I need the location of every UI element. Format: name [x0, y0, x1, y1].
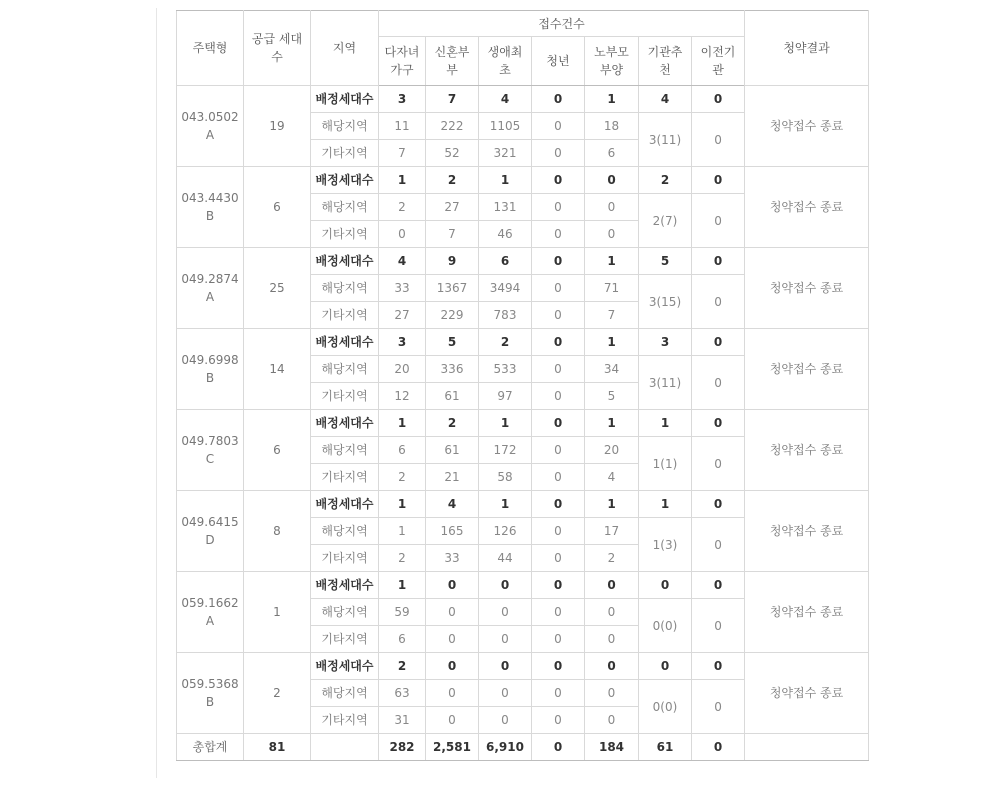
supply-units-cell: 8 — [244, 491, 311, 572]
housing-type-cell: 049.7803 C — [177, 410, 244, 491]
count-cell: 0 — [692, 248, 745, 275]
total-result-empty — [745, 734, 869, 761]
total-label: 총합계 — [177, 734, 244, 761]
count-cell: 31 — [379, 707, 426, 734]
count-cell: 0 — [639, 653, 692, 680]
supply-units-cell: 2 — [244, 653, 311, 734]
count-cell: 1 — [479, 167, 532, 194]
count-cell: 5 — [585, 383, 639, 410]
table-row — [177, 653, 869, 680]
table-row — [177, 86, 869, 113]
count-cell: 0 — [532, 518, 585, 545]
count-cell: 3 — [639, 329, 692, 356]
total-row — [177, 734, 869, 761]
table-row — [177, 572, 869, 599]
header-result: 청약결과 — [745, 11, 869, 86]
region-cell: 해당지역 — [311, 437, 379, 464]
table-row — [177, 248, 869, 275]
count-cell: 0 — [479, 680, 532, 707]
housing-type-cell: 043.0502 A — [177, 86, 244, 167]
count-cell: 33 — [379, 275, 426, 302]
count-cell: 0 — [532, 383, 585, 410]
supply-units-cell: 1 — [244, 572, 311, 653]
count-cell: 52 — [426, 140, 479, 167]
institution-count-cell: 2(7) — [639, 194, 692, 248]
count-cell: 0 — [692, 491, 745, 518]
count-cell: 9 — [426, 248, 479, 275]
count-cell: 5 — [426, 329, 479, 356]
count-cell: 0 — [532, 680, 585, 707]
count-cell: 0 — [479, 707, 532, 734]
count-cell: 34 — [585, 356, 639, 383]
count-cell: 0 — [532, 329, 585, 356]
header-category: 기관추 천 — [639, 37, 692, 86]
header-region: 지역 — [311, 11, 379, 86]
count-cell: 20 — [379, 356, 426, 383]
result-cell: 청약접수 종료 — [745, 167, 869, 248]
count-cell: 97 — [479, 383, 532, 410]
count-cell: 27 — [426, 194, 479, 221]
region-cell: 해당지역 — [311, 275, 379, 302]
region-cell: 기타지역 — [311, 545, 379, 572]
count-cell: 7 — [585, 302, 639, 329]
region-cell: 배정세대수 — [311, 491, 379, 518]
count-cell: 0 — [692, 167, 745, 194]
region-cell: 배정세대수 — [311, 410, 379, 437]
region-cell: 해당지역 — [311, 518, 379, 545]
count-cell: 0 — [585, 599, 639, 626]
count-cell: 11 — [379, 113, 426, 140]
count-cell: 2 — [379, 194, 426, 221]
count-cell: 0 — [585, 194, 639, 221]
supply-units-cell: 14 — [244, 329, 311, 410]
result-cell: 청약접수 종료 — [745, 329, 869, 410]
institution-count-cell: 0(0) — [639, 680, 692, 734]
count-cell: 1105 — [479, 113, 532, 140]
count-cell: 27 — [379, 302, 426, 329]
count-cell: 0 — [692, 410, 745, 437]
total-count-cell: 282 — [379, 734, 426, 761]
count-cell: 1 — [639, 491, 692, 518]
total-count-cell: 6,910 — [479, 734, 532, 761]
count-cell: 0 — [479, 572, 532, 599]
count-cell: 33 — [426, 545, 479, 572]
result-cell: 청약접수 종료 — [745, 86, 869, 167]
count-cell: 0 — [426, 653, 479, 680]
count-cell: 2 — [379, 653, 426, 680]
header-category: 다자녀 가구 — [379, 37, 426, 86]
count-cell: 126 — [479, 518, 532, 545]
count-cell: 61 — [426, 437, 479, 464]
count-cell: 0 — [426, 572, 479, 599]
transfer-count-cell: 0 — [692, 275, 745, 329]
housing-type-cell: 049.6415 D — [177, 491, 244, 572]
transfer-count-cell: 0 — [692, 356, 745, 410]
table-row — [177, 410, 869, 437]
count-cell: 1 — [585, 410, 639, 437]
count-cell: 0 — [639, 572, 692, 599]
count-cell: 1 — [585, 248, 639, 275]
housing-type-cell: 049.6998 B — [177, 329, 244, 410]
count-cell: 59 — [379, 599, 426, 626]
count-cell: 63 — [379, 680, 426, 707]
result-cell: 청약접수 종료 — [745, 248, 869, 329]
count-cell: 1 — [379, 518, 426, 545]
count-cell: 0 — [532, 275, 585, 302]
count-cell: 7 — [426, 86, 479, 113]
count-cell: 0 — [426, 599, 479, 626]
transfer-count-cell: 0 — [692, 194, 745, 248]
count-cell: 2 — [585, 545, 639, 572]
total-count-cell: 184 — [585, 734, 639, 761]
count-cell: 0 — [532, 572, 585, 599]
supply-units-cell: 6 — [244, 410, 311, 491]
count-cell: 0 — [532, 140, 585, 167]
count-cell: 0 — [532, 194, 585, 221]
housing-type-cell: 049.2874 A — [177, 248, 244, 329]
institution-count-cell: 1(3) — [639, 518, 692, 572]
count-cell: 222 — [426, 113, 479, 140]
count-cell: 6 — [379, 437, 426, 464]
count-cell: 5 — [639, 248, 692, 275]
count-cell: 4 — [639, 86, 692, 113]
region-cell: 배정세대수 — [311, 86, 379, 113]
transfer-count-cell: 0 — [692, 599, 745, 653]
supply-units-cell: 25 — [244, 248, 311, 329]
count-cell: 0 — [585, 626, 639, 653]
region-cell: 배정세대수 — [311, 653, 379, 680]
region-cell: 기타지역 — [311, 140, 379, 167]
count-cell: 3494 — [479, 275, 532, 302]
count-cell: 6 — [585, 140, 639, 167]
count-cell: 533 — [479, 356, 532, 383]
region-cell: 배정세대수 — [311, 167, 379, 194]
total-count-cell: 0 — [692, 734, 745, 761]
region-cell: 기타지역 — [311, 383, 379, 410]
count-cell: 0 — [532, 626, 585, 653]
table-row — [177, 329, 869, 356]
institution-count-cell: 3(15) — [639, 275, 692, 329]
count-cell: 12 — [379, 383, 426, 410]
count-cell: 3 — [379, 86, 426, 113]
housing-type-cell: 059.1662 A — [177, 572, 244, 653]
region-cell: 해당지역 — [311, 599, 379, 626]
count-cell: 2 — [379, 464, 426, 491]
supply-units-cell: 19 — [244, 86, 311, 167]
transfer-count-cell: 0 — [692, 680, 745, 734]
total-count-cell: 61 — [639, 734, 692, 761]
transfer-count-cell: 0 — [692, 518, 745, 572]
count-cell: 0 — [532, 86, 585, 113]
count-cell: 58 — [479, 464, 532, 491]
result-cell: 청약접수 종료 — [745, 491, 869, 572]
count-cell: 18 — [585, 113, 639, 140]
header-category: 신혼부 부 — [426, 37, 479, 86]
housing-type-cell: 059.5368 B — [177, 653, 244, 734]
count-cell: 1 — [479, 491, 532, 518]
count-cell: 0 — [585, 572, 639, 599]
count-cell: 0 — [426, 626, 479, 653]
result-cell: 청약접수 종료 — [745, 572, 869, 653]
institution-count-cell: 3(11) — [639, 113, 692, 167]
count-cell: 0 — [379, 221, 426, 248]
count-cell: 0 — [692, 86, 745, 113]
header-category: 생애최 초 — [479, 37, 532, 86]
count-cell: 2 — [639, 167, 692, 194]
count-cell: 165 — [426, 518, 479, 545]
count-cell: 0 — [585, 221, 639, 248]
count-cell: 0 — [532, 167, 585, 194]
region-cell: 배정세대수 — [311, 329, 379, 356]
header-row-1 — [177, 11, 869, 37]
count-cell: 7 — [379, 140, 426, 167]
count-cell: 0 — [532, 491, 585, 518]
total-count-cell: 0 — [532, 734, 585, 761]
count-cell: 0 — [532, 113, 585, 140]
count-cell: 20 — [585, 437, 639, 464]
count-cell: 0 — [479, 599, 532, 626]
table-row — [177, 167, 869, 194]
total-supply: 81 — [244, 734, 311, 761]
count-cell: 0 — [532, 437, 585, 464]
total-count-cell: 2,581 — [426, 734, 479, 761]
count-cell: 3 — [379, 329, 426, 356]
count-cell: 1 — [379, 410, 426, 437]
count-cell: 0 — [532, 248, 585, 275]
count-cell: 7 — [426, 221, 479, 248]
count-cell: 17 — [585, 518, 639, 545]
count-cell: 0 — [426, 680, 479, 707]
count-cell: 321 — [479, 140, 532, 167]
count-cell: 0 — [532, 302, 585, 329]
count-cell: 2 — [426, 167, 479, 194]
count-cell: 2 — [426, 410, 479, 437]
count-cell: 2 — [379, 545, 426, 572]
count-cell: 0 — [532, 653, 585, 680]
count-cell: 1 — [379, 167, 426, 194]
header-housing-type: 주택형 — [177, 11, 244, 86]
region-cell: 배정세대수 — [311, 572, 379, 599]
count-cell: 6 — [379, 626, 426, 653]
count-cell: 0 — [585, 680, 639, 707]
region-cell: 해당지역 — [311, 680, 379, 707]
table-row — [177, 491, 869, 518]
region-cell: 배정세대수 — [311, 248, 379, 275]
institution-count-cell: 3(11) — [639, 356, 692, 410]
region-cell: 해당지역 — [311, 113, 379, 140]
region-cell: 기타지역 — [311, 464, 379, 491]
count-cell: 0 — [479, 626, 532, 653]
header-applications: 접수건수 — [379, 11, 745, 37]
count-cell: 1 — [379, 572, 426, 599]
count-cell: 1 — [585, 491, 639, 518]
count-cell: 0 — [532, 356, 585, 383]
total-region-empty — [311, 734, 379, 761]
count-cell: 783 — [479, 302, 532, 329]
count-cell: 4 — [426, 491, 479, 518]
count-cell: 4 — [479, 86, 532, 113]
count-cell: 0 — [479, 653, 532, 680]
count-cell: 0 — [532, 707, 585, 734]
institution-count-cell: 0(0) — [639, 599, 692, 653]
count-cell: 0 — [692, 653, 745, 680]
count-cell: 71 — [585, 275, 639, 302]
region-cell: 기타지역 — [311, 626, 379, 653]
subscription-results-table — [176, 10, 869, 761]
housing-type-cell: 043.4430 B — [177, 167, 244, 248]
count-cell: 229 — [426, 302, 479, 329]
count-cell: 336 — [426, 356, 479, 383]
count-cell: 172 — [479, 437, 532, 464]
result-cell: 청약접수 종료 — [745, 410, 869, 491]
count-cell: 1 — [585, 329, 639, 356]
supply-units-cell: 6 — [244, 167, 311, 248]
count-cell: 1 — [479, 410, 532, 437]
header-category: 노부모 부양 — [585, 37, 639, 86]
region-cell: 기타지역 — [311, 302, 379, 329]
region-cell: 해당지역 — [311, 194, 379, 221]
count-cell: 0 — [532, 464, 585, 491]
header-category: 청년 — [532, 37, 585, 86]
region-cell: 해당지역 — [311, 356, 379, 383]
count-cell: 1 — [639, 410, 692, 437]
count-cell: 0 — [585, 167, 639, 194]
count-cell: 0 — [532, 221, 585, 248]
count-cell: 1367 — [426, 275, 479, 302]
count-cell: 0 — [426, 707, 479, 734]
count-cell: 6 — [479, 248, 532, 275]
transfer-count-cell: 0 — [692, 437, 745, 491]
header-category: 이전기 관 — [692, 37, 745, 86]
header-supply-units: 공급 세대 수 — [244, 11, 311, 86]
count-cell: 4 — [379, 248, 426, 275]
region-cell: 기타지역 — [311, 221, 379, 248]
count-cell: 61 — [426, 383, 479, 410]
count-cell: 0 — [585, 653, 639, 680]
count-cell: 1 — [585, 86, 639, 113]
count-cell: 0 — [532, 545, 585, 572]
count-cell: 46 — [479, 221, 532, 248]
transfer-count-cell: 0 — [692, 113, 745, 167]
left-border-line — [156, 8, 157, 778]
count-cell: 0 — [692, 572, 745, 599]
count-cell: 44 — [479, 545, 532, 572]
count-cell: 4 — [585, 464, 639, 491]
count-cell: 0 — [585, 707, 639, 734]
count-cell: 0 — [532, 410, 585, 437]
region-cell: 기타지역 — [311, 707, 379, 734]
count-cell: 0 — [692, 329, 745, 356]
count-cell: 1 — [379, 491, 426, 518]
count-cell: 0 — [532, 599, 585, 626]
result-cell: 청약접수 종료 — [745, 653, 869, 734]
count-cell: 21 — [426, 464, 479, 491]
institution-count-cell: 1(1) — [639, 437, 692, 491]
count-cell: 131 — [479, 194, 532, 221]
count-cell: 2 — [479, 329, 532, 356]
